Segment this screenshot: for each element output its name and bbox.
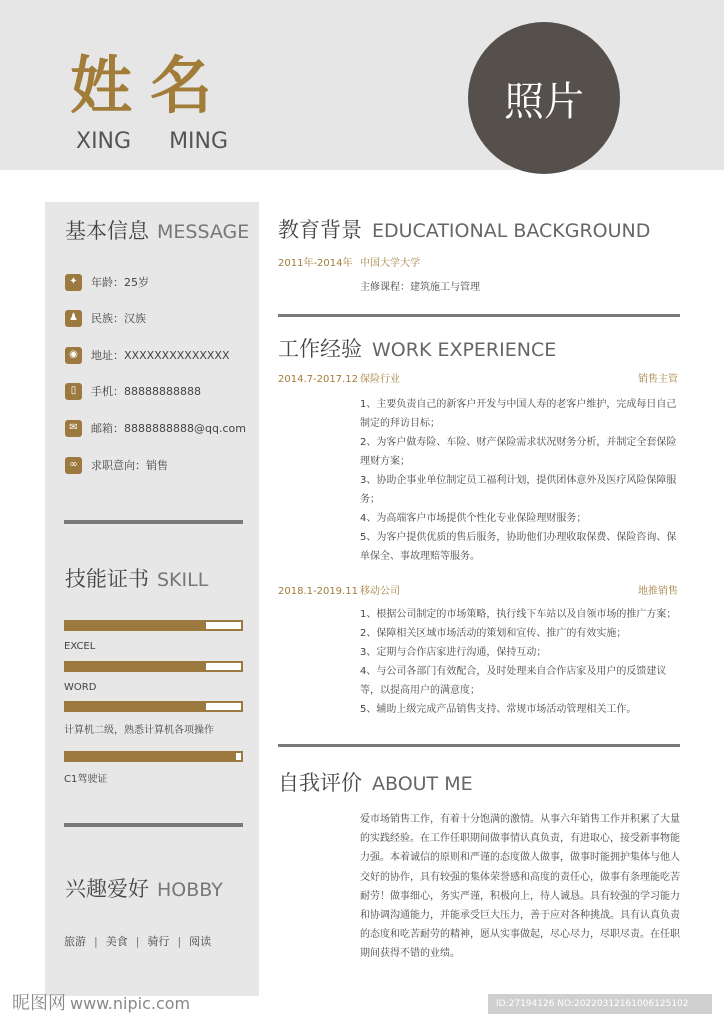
link-icon: ∞ (65, 457, 82, 474)
header-band (0, 0, 724, 170)
skill-title-en: SKILL (157, 569, 209, 591)
education-period: 2011年-2014年 (278, 258, 353, 269)
sidebar-divider (64, 520, 243, 524)
info-row-job-intent (65, 456, 168, 474)
job-duty-item: 3、协助企事业单位制定员工福利计划，提供团体意外及医疗风险保障服务； (360, 475, 677, 505)
about-title-en: ABOUT ME (372, 773, 473, 795)
job-duty-item: 5、为客户提供优质的售后服务，协助他们办理收取保费、保险咨询、保单保全、事故理赔等服务。 (360, 532, 677, 562)
work-title-cn: 工作经验 (278, 337, 362, 361)
hobby-item: 旅游 (64, 935, 86, 948)
job-duty-item: 1、根据公司制定的市场策略，执行线下车站以及自领市场的推广方案； (360, 609, 677, 620)
education-school: 中国大学大学 (360, 258, 420, 269)
skill-fill (66, 622, 206, 629)
hobby-separator: | (135, 935, 140, 948)
main-divider (278, 744, 680, 747)
user-icon: ♟ (65, 310, 82, 327)
job-position: 销售主管 (638, 374, 678, 385)
job-duty-item: 1、主要负责自己的新客户开发与中国人寿的老客户维护，完成每日自己制定的拜访目标； (360, 399, 677, 429)
skill-title-cn: 技能证书 (65, 567, 149, 591)
skill-label: WORD (64, 682, 97, 693)
about-title-cn: 自我评价 (278, 771, 362, 795)
hobby-item: 骑行 (147, 935, 170, 948)
hobby-separator: | (94, 935, 98, 948)
about-title (278, 769, 473, 798)
watermark-id: ID:27194126 NO:20220312161006125102 (488, 994, 712, 1014)
hobby-title (65, 875, 223, 904)
info-phone: 手机：88888888888 (91, 385, 201, 398)
basic-info-title-en: MESSAGE (157, 221, 250, 243)
education-course: 主修课程：建筑施工与管理 (360, 282, 480, 293)
skill-label: EXCEL (64, 641, 96, 652)
job-period: 2018.1-2019.11 (278, 586, 358, 597)
job-duty-item: 2、保障相关区域市场活动的策划和宣传、推广的有效实施； (360, 628, 627, 639)
info-row-ethnicity (65, 309, 146, 327)
mail-icon: ✉ (65, 420, 82, 437)
job-company: 移动公司 (360, 586, 400, 597)
education-title-en: EDUCATIONAL BACKGROUND (372, 220, 651, 242)
skill-fill (66, 663, 206, 670)
job-duties (360, 395, 680, 566)
person-age-icon: ✦ (65, 274, 82, 291)
info-row-age (65, 273, 149, 291)
name-en (76, 128, 228, 156)
watermark-site-cn: 昵图网 (12, 993, 66, 1014)
info-row-email (65, 419, 246, 437)
info-address: 地址：XXXXXXXXXXXXXX (91, 349, 230, 362)
basic-info-title-cn: 基本信息 (65, 219, 149, 243)
job-duty-item: 4、为高端客户市场提供个性化专业保险理财服务； (360, 513, 587, 524)
skill-label: 计算机二级，熟悉计算机各项操作 (64, 725, 214, 736)
sidebar (45, 202, 259, 996)
skill-title (65, 565, 208, 594)
photo-placeholder: 照片 (468, 22, 620, 174)
name-en-last: MING (169, 129, 229, 154)
info-job-intent: 求职意向：销售 (91, 459, 168, 472)
skill-fill (66, 703, 206, 710)
info-ethnicity: 民族：汉族 (91, 312, 146, 325)
hobby-title-en: HOBBY (157, 879, 223, 901)
job-duty-item: 3、定期与合作店家进行沟通，保持互动； (360, 647, 547, 658)
job-position: 地推销售 (638, 586, 678, 597)
watermark-url: www.nipic.com (70, 994, 191, 1013)
watermark-site (12, 992, 190, 1016)
main-divider (278, 314, 680, 317)
education-title (278, 216, 650, 245)
hobby-title-cn: 兴趣爱好 (65, 877, 149, 901)
job-period: 2014.7-2017.12 (278, 374, 358, 385)
hobby-item: 美食 (105, 935, 128, 948)
skill-label: C1驾驶证 (64, 774, 108, 785)
skill-bar (64, 620, 243, 631)
basic-info-title (65, 217, 249, 246)
about-text: 爱市场销售工作，有着十分饱满的激情。从事六年销售工作并积累了大量的实践经验。在工作任职期间做事情认真负责，有进取心，接受新事物能力强。本着诚信的原则和严谨的态度做人做事，做事时能拥护集体与他人交好的协作，具有较强的集体荣誉感和高度的责任心，做事有条理能吃苦耐劳！做事细心，务实严谨，积极向上，待人诚恳。具有较强的学习能力和协调沟通能力，并能承受巨大压力，善于应对各种挑战。具有认真负责的态度和吃苦耐劳的精神，愿从实事做起，尽心尽力，尽职尽责。在任职期间获得不错的业绩。 (360, 814, 680, 960)
info-row-address (65, 346, 230, 364)
hobby-separator: | (177, 935, 182, 948)
sidebar-divider (64, 823, 243, 827)
phone-icon: ▯ (65, 383, 82, 400)
hobby-list (64, 933, 211, 949)
work-title (278, 335, 556, 364)
info-row-phone (65, 382, 201, 400)
skill-bar (64, 751, 243, 762)
skill-fill (66, 753, 236, 760)
skill-bar (64, 701, 243, 712)
work-title-en: WORK EXPERIENCE (372, 339, 557, 361)
name-cn: 姓名 (70, 49, 231, 122)
education-title-cn: 教育背景 (278, 218, 362, 242)
job-company: 保险行业 (360, 374, 400, 385)
info-age: 年龄：25岁 (91, 276, 149, 289)
job-duty-item: 2、为客户做寿险、车险、财产保险需求状况财务分析，并制定全套保险理财方案； (360, 437, 677, 467)
job-duty-item: 4、与公司各部门有效配合，及时处理来自合作店家及用户的反馈建议等，以提高用户的满意度； (360, 666, 667, 696)
job-duties (360, 605, 680, 719)
hobby-item: 阅读 (189, 935, 212, 948)
job-duty-item: 5、辅助上级完成产品销售支持、常规市场活动管理相关工作。 (360, 704, 637, 715)
name-en-first: XING (76, 129, 132, 154)
info-email: 邮箱：8888888888@qq.com (91, 422, 246, 435)
location-pin-icon: ◉ (65, 347, 82, 364)
skill-bar (64, 661, 243, 672)
